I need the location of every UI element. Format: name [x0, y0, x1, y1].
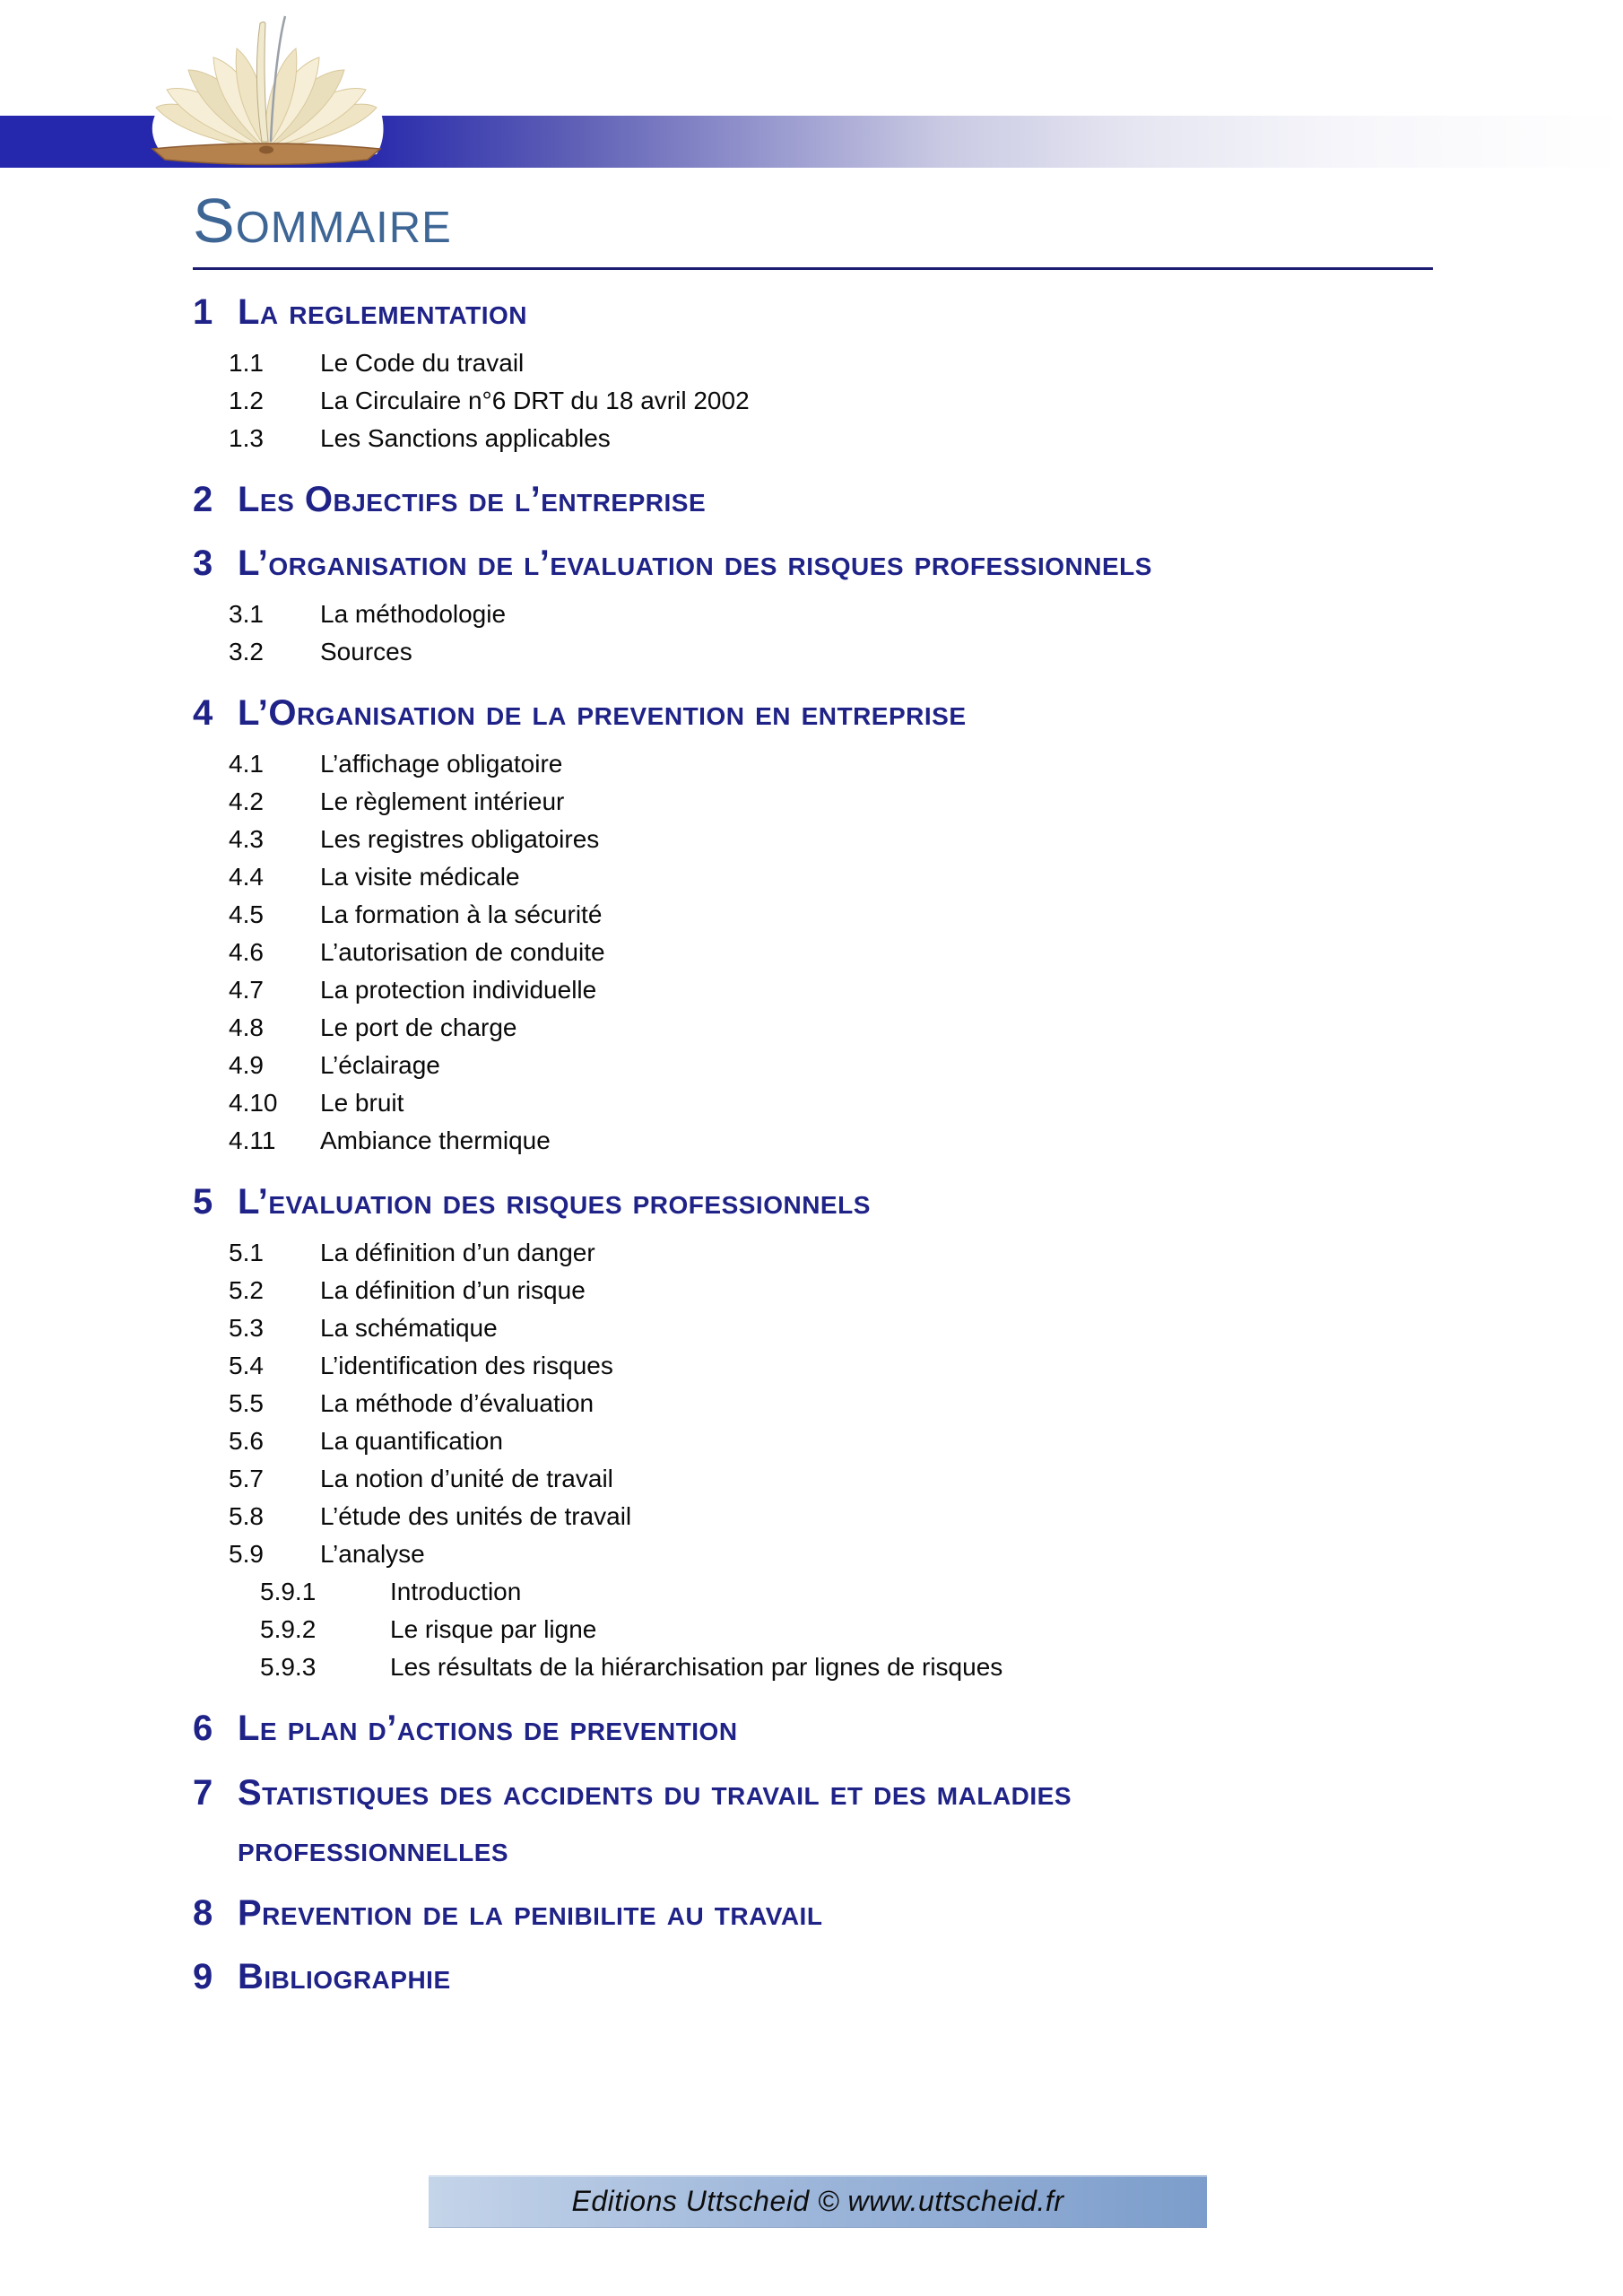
toc-item-label: L’evaluation des risques professionnels [238, 1182, 871, 1222]
toc-item-label-line2: professionnelles [238, 1829, 509, 1869]
toc-item-number: 5 [193, 1182, 213, 1222]
toc-item [193, 344, 1448, 382]
toc-item [193, 971, 1448, 1009]
toc-item [193, 1708, 1448, 1750]
toc-item [193, 934, 1448, 971]
toc-item-label: Le risque par ligne [390, 1615, 597, 1644]
toc-item-number: 4.3 [229, 825, 264, 854]
toc-item-label: La visite médicale [320, 863, 520, 891]
toc-item [193, 858, 1448, 896]
toc-item [193, 783, 1448, 821]
toc-item [193, 1234, 1448, 1272]
toc-item [193, 692, 1448, 735]
page-title: Sommaire [193, 186, 452, 256]
toc-item-number: 5.9.3 [260, 1653, 317, 1682]
toc-item-label: La reglementation [238, 291, 527, 332]
toc-item [193, 382, 1448, 420]
toc-item-number: 6 [193, 1709, 213, 1749]
footer-banner [429, 2175, 1207, 2228]
toc-item-number: 4.11 [229, 1126, 276, 1155]
toc-item [193, 1648, 1448, 1686]
toc-item-label: La Circulaire n°6 DRT du 18 avril 2002 [320, 386, 750, 414]
toc-item [193, 821, 1448, 858]
toc-item-label: Prevention de la penibilite au travail [238, 1893, 823, 1933]
toc-item [193, 1181, 1448, 1223]
toc-item-label: Les Sanctions applicables [320, 423, 611, 452]
toc-item-label: L’Organisation de la prevention en entreprise [238, 693, 967, 734]
toc-item-label: L’étude des unités de travail [320, 1502, 632, 1531]
toc-item-label: Le règlement intérieur [320, 787, 565, 816]
toc-item-label: Les registres obligatoires [320, 825, 600, 854]
toc-item [193, 1498, 1448, 1535]
toc-item-number: 4.6 [229, 938, 264, 967]
toc-item-number: 5.3 [229, 1314, 264, 1343]
toc-item-label: La formation à la sécurité [320, 900, 603, 929]
footer-text: Editions Uttscheid © www.uttscheid.fr [571, 2185, 1064, 2217]
toc-item [193, 1573, 1448, 1611]
toc-item-number: 4.8 [229, 1013, 264, 1042]
title-divider [193, 267, 1433, 270]
toc-item-label: La définition d’un risque [320, 1276, 586, 1305]
toc-item-number: 4.9 [229, 1051, 264, 1080]
toc-item-number: 5.8 [229, 1502, 264, 1531]
toc-item-number: 5.9 [229, 1540, 264, 1569]
toc-item-label: Introduction [390, 1578, 522, 1606]
toc-item [193, 479, 1448, 521]
toc-item [193, 1047, 1448, 1084]
toc-item-number: 5.9.1 [260, 1578, 317, 1606]
toc-item-number: 3.2 [229, 638, 264, 666]
open-book-icon [136, 7, 396, 173]
toc-item-label: La schématique [320, 1314, 498, 1343]
toc-item-number: 9 [193, 1957, 213, 1997]
toc-item-label: L’analyse [320, 1540, 425, 1569]
toc-item-label: Les Objectifs de l’entreprise [238, 479, 707, 519]
toc-item-label: La définition d’un danger [320, 1239, 595, 1267]
toc-item-number: 4.2 [229, 787, 264, 816]
toc-item-label: Les résultats de la hiérarchisation par lignes de risques [390, 1653, 1003, 1682]
toc-item-label: La notion d’unité de travail [320, 1465, 613, 1493]
toc-item-label: L’autorisation de conduite [320, 938, 605, 967]
toc-item-label: La protection individuelle [320, 976, 597, 1004]
toc-item-label: Le bruit [320, 1089, 404, 1118]
toc-item-label: La méthodologie [320, 600, 507, 629]
toc-item-number: 5.4 [229, 1352, 264, 1380]
toc-item-label: L’éclairage [320, 1051, 440, 1080]
toc-item [193, 1772, 1448, 1871]
toc-item-number: 1.1 [229, 348, 264, 377]
toc-item [193, 543, 1448, 585]
toc-item-label: Statistiques des accidents du travail et des maladies professionnelles [238, 1772, 1448, 1871]
toc-item-number: 3 [193, 543, 213, 583]
toc-item [193, 1347, 1448, 1385]
toc-item-number: 4.5 [229, 900, 264, 929]
toc-item-label: La méthode d’évaluation [320, 1389, 595, 1418]
toc-item [193, 896, 1448, 934]
toc-item [193, 1422, 1448, 1460]
toc-item-number: 1.2 [229, 386, 264, 414]
toc-item-label: L’identification des risques [320, 1352, 613, 1380]
toc-item-number: 7 [193, 1772, 213, 1813]
toc-item-label: L’affichage obligatoire [320, 750, 563, 778]
toc-list [193, 291, 1448, 1999]
toc-item [193, 1122, 1448, 1160]
toc-item-number: 2 [193, 479, 213, 519]
toc-item [193, 1084, 1448, 1122]
toc-item-number: 8 [193, 1893, 213, 1933]
toc-item-number: 5.2 [229, 1276, 264, 1305]
toc-item-number: 5.1 [229, 1239, 264, 1267]
toc-item-number: 4.1 [229, 750, 264, 778]
toc-item [193, 1272, 1448, 1309]
toc-item [193, 1309, 1448, 1347]
toc-item-label: Le Code du travail [320, 348, 525, 377]
toc-item-label: La quantification [320, 1427, 503, 1456]
toc-item-number: 5.9.2 [260, 1615, 317, 1644]
toc-item-number: 4.4 [229, 863, 264, 891]
toc-item-label: Sources [320, 638, 412, 666]
toc-item-number: 4 [193, 693, 213, 734]
toc-item-label: Ambiance thermique [320, 1126, 551, 1155]
toc-item [193, 1385, 1448, 1422]
toc-item [193, 1009, 1448, 1047]
toc-item-number: 5.5 [229, 1389, 264, 1418]
toc-item-number: 1.3 [229, 423, 264, 452]
toc-item-number: 3.1 [229, 600, 264, 629]
toc-item-label: Le port de charge [320, 1013, 517, 1042]
toc-item-label: Le plan d’actions de prevention [238, 1709, 738, 1749]
toc-item-number: 4.7 [229, 976, 264, 1004]
toc-item [193, 596, 1448, 633]
toc-item [193, 1611, 1448, 1648]
toc-item-label: L’organisation de l’evaluation des risques professionnels [238, 543, 1152, 583]
toc-item [193, 291, 1448, 334]
content-column [193, 188, 1448, 2009]
toc-item-number: 5.6 [229, 1427, 264, 1456]
toc-item-number: 4.10 [229, 1089, 278, 1118]
toc-item [193, 745, 1448, 783]
toc-item-label: Bibliographie [238, 1957, 451, 1997]
toc-item-number: 1 [193, 291, 213, 332]
toc-item [193, 420, 1448, 457]
toc-item [193, 1956, 1448, 1998]
toc-item [193, 633, 1448, 671]
toc-item [193, 1535, 1448, 1573]
toc-item [193, 1892, 1448, 1935]
toc-item-number: 5.7 [229, 1465, 264, 1493]
toc-item [193, 1460, 1448, 1498]
